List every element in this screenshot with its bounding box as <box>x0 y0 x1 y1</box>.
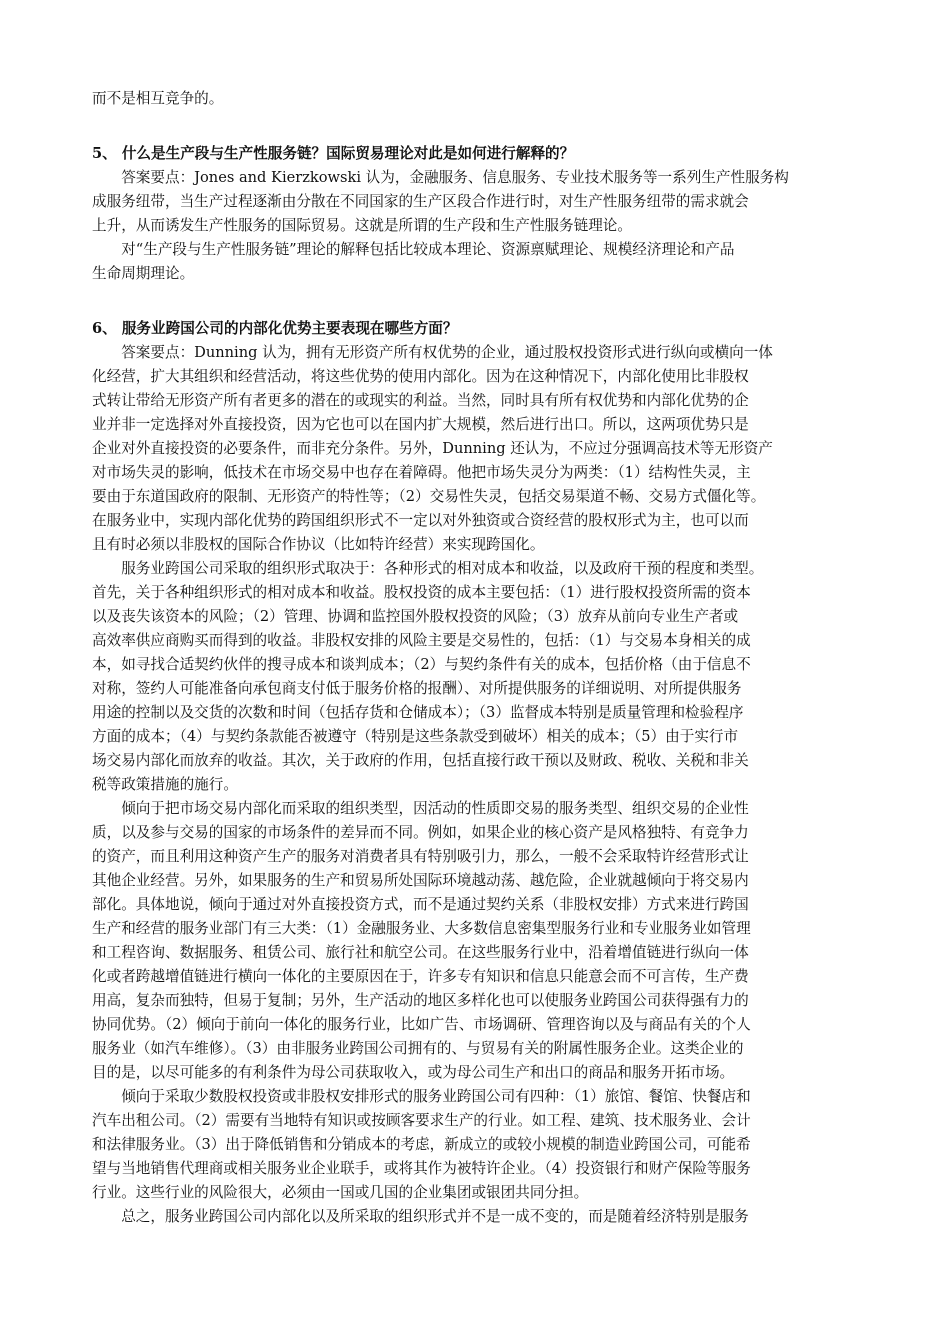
text-line: 对“生产段与生产性服务链”理论的解释包括比较成本理论、资源禀赋理论、规模经济理论和产品 <box>92 241 735 258</box>
text-line: 对称，签约人可能准备向承包商支付低于服务价格的报酬）、对所提供服务的详细说明、对所提供服务 <box>92 680 742 697</box>
text-line: 服务业跨国公司采取的组织形式取决于：各种形式的相对成本和收益，以及政府干预的程度和类型。 <box>92 560 764 577</box>
text-line: 税等政策措施的施行。 <box>92 776 238 793</box>
text-line <box>92 1230 872 1254</box>
text-line: 其他企业经营。另外，如果服务的生产和贸易所处国际环境越动荡、越危险，企业就越倾向于将交易内 <box>92 872 749 889</box>
text-line: 答案要点：Jones and Kierzkowski 认为，金融服务、信息服务、专业技术服务等一系列生产性服务构 <box>92 169 789 186</box>
text-line: 部化。具体地说，倾向于通过对外直接投资方式，而不是通过契约关系（非股权安排）方式来进行跨国 <box>92 896 749 913</box>
text-line: 生产和经营的服务业部门有三大类：（1）金融服务业、大多数信息密集型服务行业和专业服务业如管理 <box>92 920 751 937</box>
text-line: 的资产，而且利用这种资产生产的服务对消费者具有特别吸引力，那么，一般不会采取特许经营形式让 <box>92 848 749 865</box>
text-line: 倾向于把市场交易内部化而采取的组织类型，因活动的性质即交易的服务类型、组织交易的企业性 <box>92 800 749 817</box>
text-line: 对市场失灵的影响，低技术在市场交易中也存在着障碍。他把市场失灵分为两类：（1）结构性失灵，主 <box>92 464 751 481</box>
text-line: 而不是相互竞争的。 <box>92 90 224 107</box>
text-line: 成服务纽带，当生产过程逐渐由分散在不同国家的生产区段合作进行时，对生产性服务纽带的需求就会 <box>92 193 749 210</box>
text-line: 方面的成本；（4）与契约条款能否被遵守（特别是这些条款受到破坏）相关的成本；（5）由于实行市 <box>92 728 739 745</box>
text-line: 高效率供应商购买而得到的收益。非股权安排的风险主要是交易性的，包括：（1）与交易本身相关的成 <box>92 632 751 649</box>
text-line: 和工程咨询、数据服务、租赁公司、旅行社和航空公司。在这些服务行业中，沿着增值链进行纵向一体 <box>92 944 749 961</box>
text-line: 在服务业中，实现内部化优势的跨国组织形式不一定以对外独资或合资经营的股权形式为主，也可以而 <box>92 512 749 529</box>
question-6-heading: 6、 服务业跨国公司的内部化优势主要表现在哪些方面？ <box>92 320 458 337</box>
text-line: 上升，从而诱发生产性服务的国际贸易。这就是所谓的生产段和生产性服务链理论。 <box>92 217 632 234</box>
text-line: 且有时必须以非股权的国际合作协议（比如特许经营）来实现跨国化。 <box>92 536 545 553</box>
text-line: 总之，服务业跨国公司内部化以及所采取的组织形式并不是一成不变的，而是随着经济特别是服务 <box>92 1208 749 1225</box>
text-line: 行业。这些行业的风险很大，必须由一国或几国的企业集团或银团共同分担。 <box>92 1184 589 1201</box>
text-line: 首先，关于各种组织形式的相对成本和收益。股权投资的成本主要包括：（1）进行股权投资所需的资本 <box>92 584 751 601</box>
text-line: 汽车出租公司。（2）需要有当地特有知识或按顾客要求生产的行业。如工程、建筑、技术服务业、会计 <box>92 1112 751 1129</box>
text-line: 化或者跨越增值链进行横向一体化的主要原因在于，许多专有知识和信息只能意会而不可言传，生产费 <box>92 968 749 985</box>
question-5-heading: 5、 什么是生产段与生产性服务链？国际贸易理论对此是如何进行解释的？ <box>92 145 575 162</box>
text-line: 服务业（如汽车维修）。（3）由非服务业跨国公司拥有的、与贸易有关的附属性服务企业。这类企业的 <box>92 1040 744 1057</box>
text-line: 望与当地销售代理商或相关服务业企业联手，或将其作为被特许企业。（4）投资银行和财产保险等服务 <box>92 1160 751 1177</box>
text-line: 和法律服务业。（3）出于降低销售和分销成本的考虑，新成立的或较小规模的制造业跨国公司，可能希 <box>92 1136 751 1153</box>
text-line: 本，如寻找合适契约伙伴的搜寻成本和谈判成本；（2）与契约条件有关的成本，包括价格（由于信息不 <box>92 656 751 673</box>
text-line: 以及丧失该资本的风险；（2）管理、协调和监控国外股权投资的风险；（3）放弃从前向专业生产者或 <box>92 608 739 625</box>
text-line: 式转让带给无形资产所有者更多的潜在的或现实的利益。当然，同时具有所有权优势和内部化优势的企 <box>92 392 749 409</box>
text-line: 企业对外直接投资的必要条件，而非充分条件。另外，Dunning 还认为，不应过分强调高技术等无形资产 <box>92 440 773 457</box>
text-line: 场交易内部化而放弃的收益。其次，关于政府的作用，包括直接行政干预以及财政、税收、关税和非关 <box>92 752 749 769</box>
text-line: 协同优势。（2）倾向于前向一体化的服务行业，比如广告、市场调研、管理咨询以及与商品有关的个人 <box>92 1016 751 1033</box>
text-line: 答案要点：Dunning 认为，拥有无形资产所有权优势的企业，通过股权投资形式进行纵向或横向一体 <box>92 344 773 361</box>
text-line: 目的是，以尽可能多的有利条件为母公司获取收入，或为母公司生产和出口的商品和服务开拓市场。 <box>92 1064 735 1081</box>
text-line: 用途的控制以及交货的次数和时间（包括存货和仓储成本）；（3）监督成本特别是质量管理和检验程序 <box>92 704 744 721</box>
text-line: 用高，复杂而独特，但易于复制；另外，生产活动的地区多样化也可以使服务业跨国公司获得强有力的 <box>92 992 749 1009</box>
text-line: 质，以及参与交易的国家的市场条件的差异而不同。例如，如果企业的核心资产是风格独特、有竞争力 <box>92 824 749 841</box>
text-line: 生命周期理论。 <box>92 265 195 282</box>
text-line: 业并非一定选择对外直接投资，因为它也可以在国内扩大规模，然后进行出口。所以，这两项优势只是 <box>92 416 749 433</box>
text-line: 倾向于采取少数股权投资或非股权安排形式的服务业跨国公司有四种：（1）旅馆、餐馆、快餐店和 <box>92 1088 751 1105</box>
text-line: 要由于东道国政府的限制、无形资产的特性等；（2）交易性失灵，包括交易渠道不畅、交易方式僵化等。 <box>92 488 766 505</box>
text-line: 化经营，扩大其组织和经营活动，将这些优势的使用内部化。因为在这种情况下，内部化使用比非股权 <box>92 368 749 385</box>
